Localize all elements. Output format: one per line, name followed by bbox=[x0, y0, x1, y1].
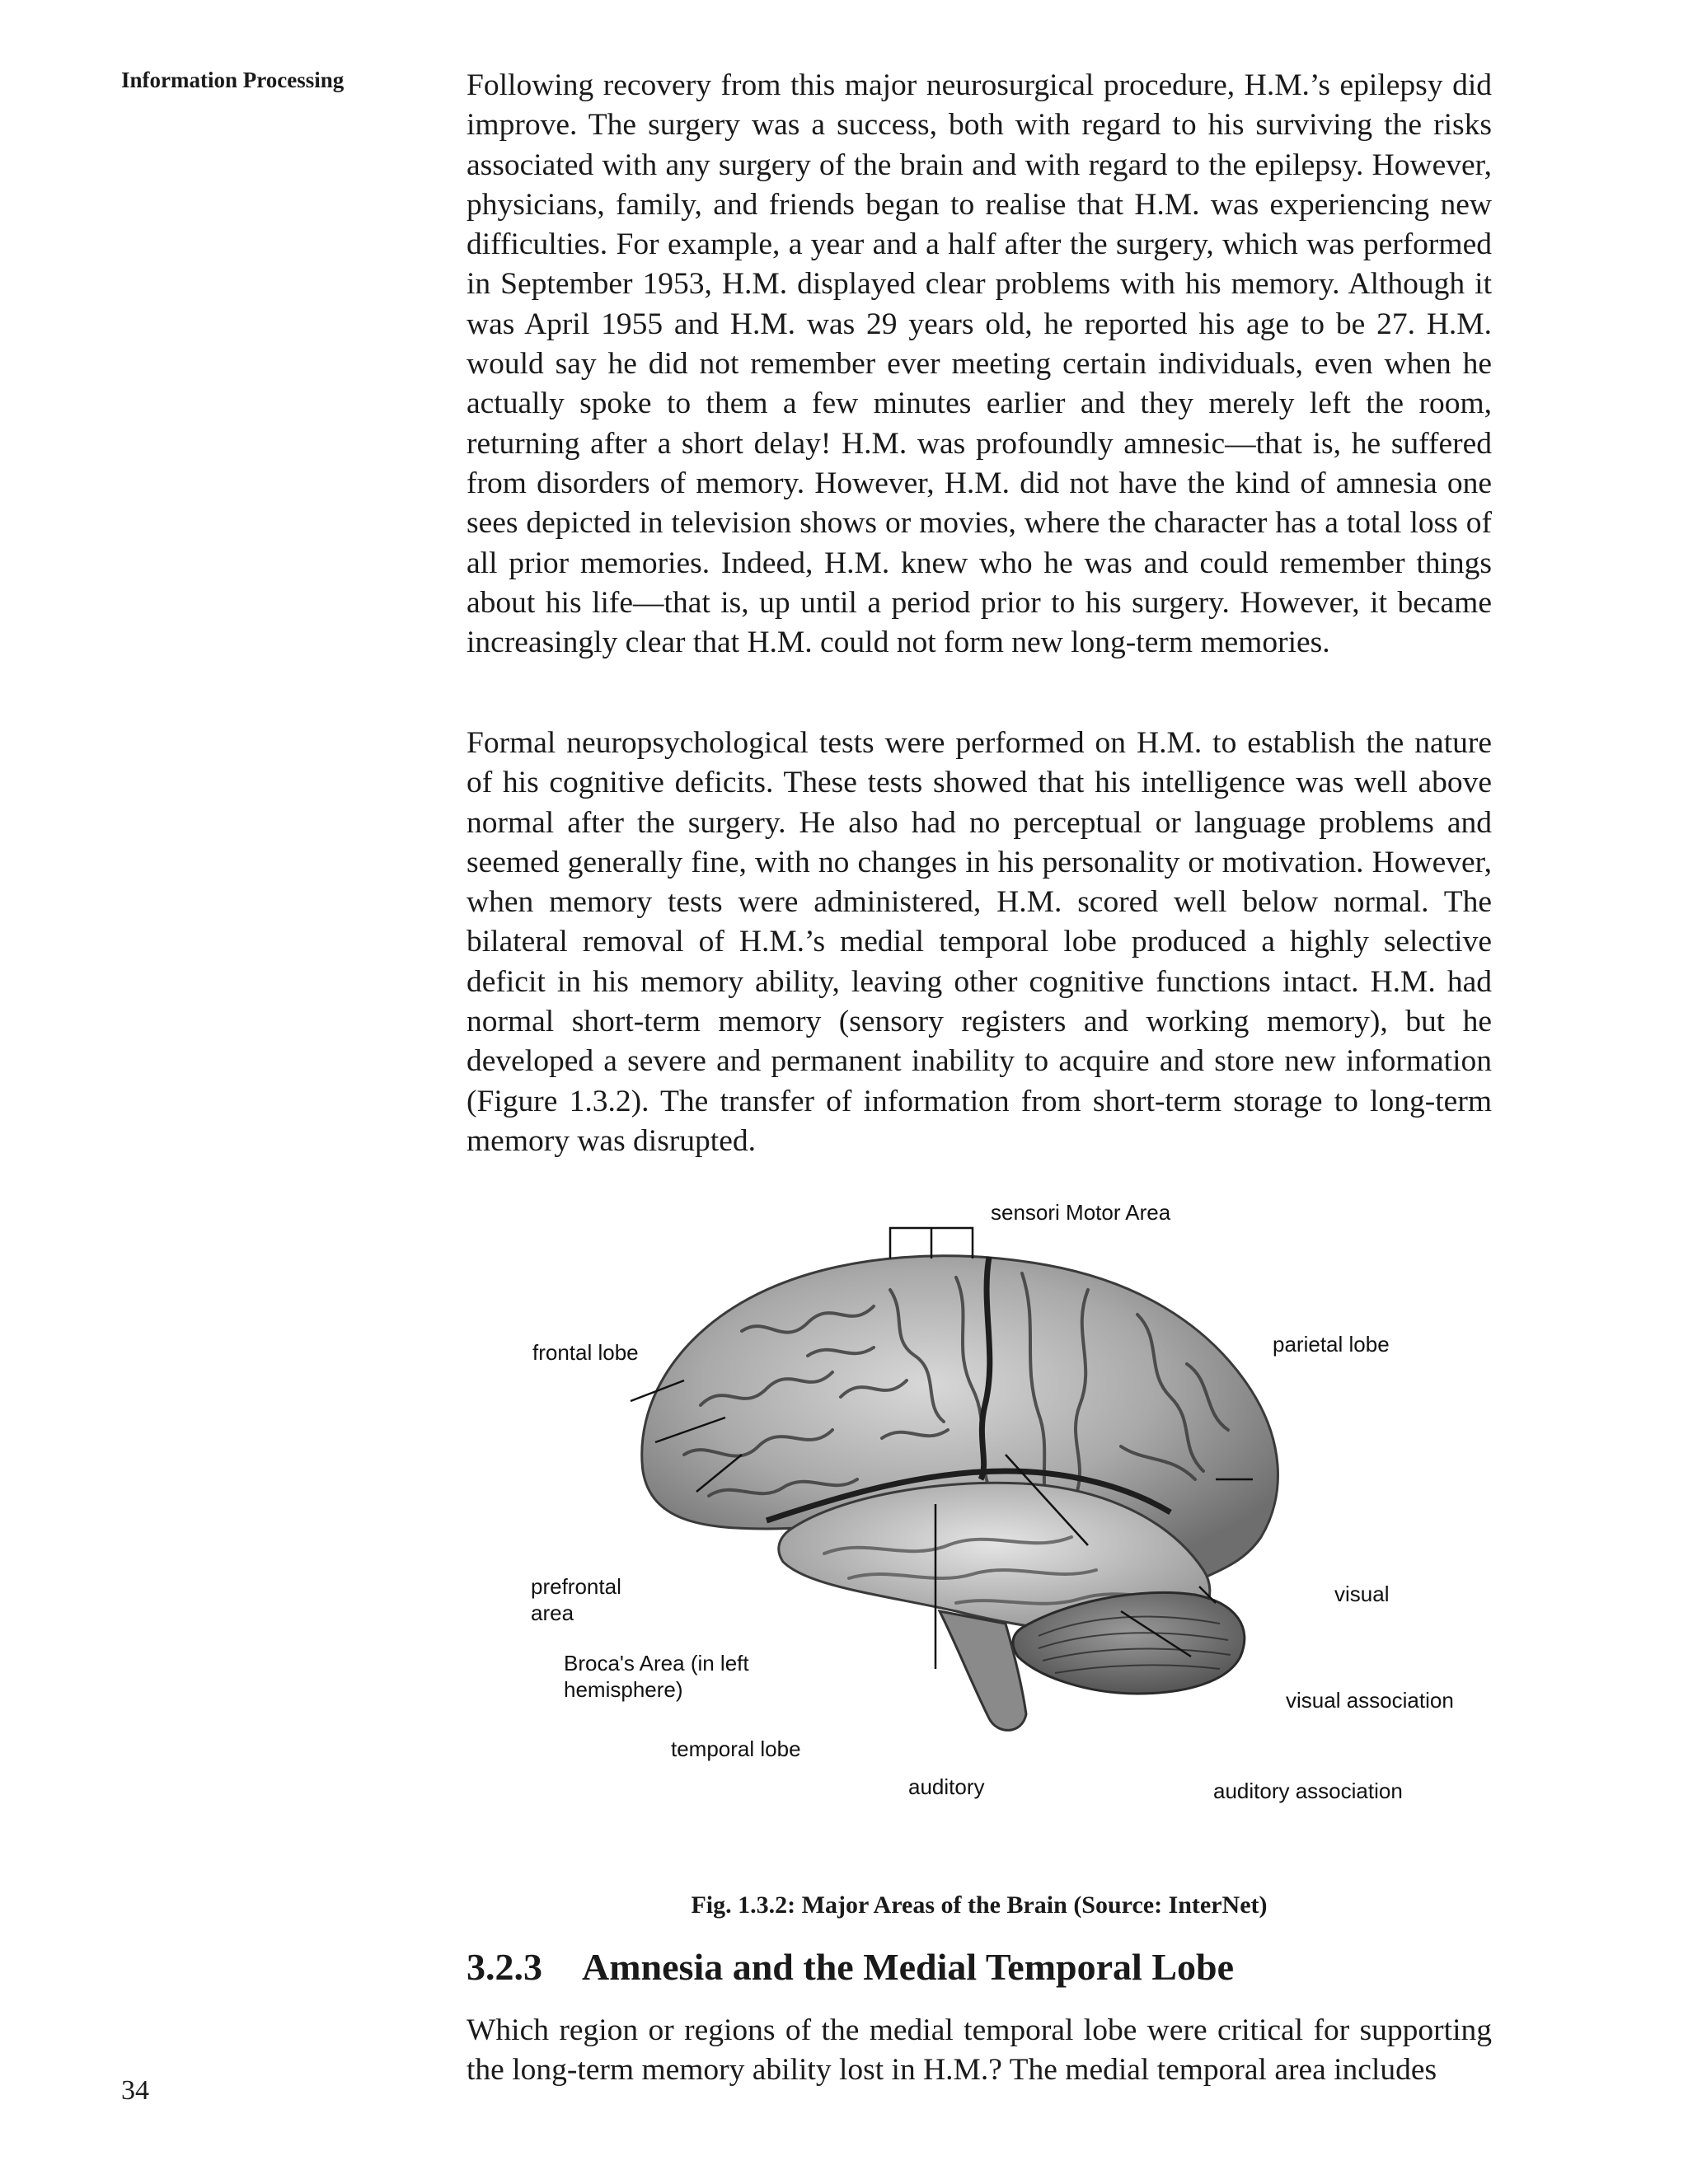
label-sensori-motor-area: sensori Motor Area bbox=[991, 1200, 1171, 1225]
label-visual-association: visual association bbox=[1286, 1688, 1454, 1713]
label-auditory-association: auditory association bbox=[1213, 1779, 1403, 1803]
label-auditory: auditory bbox=[908, 1774, 985, 1799]
brain-figure bbox=[495, 1199, 1459, 1850]
page-number: 34 bbox=[121, 2075, 149, 2106]
brain-illustration bbox=[495, 1199, 1459, 1850]
label-visual: visual bbox=[1334, 1582, 1390, 1606]
label-temporal-lobe: temporal lobe bbox=[671, 1736, 801, 1761]
label-frontal-lobe: frontal lobe bbox=[532, 1340, 639, 1365]
section-title: Amnesia and the Medial Temporal Lobe bbox=[582, 1946, 1235, 1988]
label-prefrontal-area: prefrontal area bbox=[531, 1574, 621, 1625]
section-heading bbox=[467, 1945, 1234, 1989]
section-number: 3.2.3 bbox=[467, 1946, 542, 1988]
figure-caption: Fig. 1.3.2: Major Areas of the Brain (Source: InterNet) bbox=[691, 1891, 1268, 1919]
body-paragraph: Which region or regions of the medial temporal lobe were critical for supporting the long-term memory ability lost in H.M.? The medial temporal area includes bbox=[467, 2013, 1492, 2088]
body-paragraph: Formal neuropsychological tests were performed on H.M. to establish the nature of his cognitive deficits. These tests showed that his intelligence was well above normal after the surgery. He also had no perceptual or language problems and seemed generally fine, with no changes in his personality or motivation. However, when memory tests were administered, H.M. scored well below normal. The bilateral removal of H.M.’s medial temporal lobe produced a highly selective deficit in his memory ability, leaving other cognitive functions intact. H.M. had normal short-term memory (sensory registers and working memory), but he developed a severe and permanent inability to acquire and store new information (Figure 1.3.2). The transfer of information from short-term storage to long-term memory was disrupted. bbox=[467, 726, 1492, 1158]
body-paragraph: Following recovery from this major neurosurgical procedure, H.M.’s epilepsy did improve. The surgery was a success, both with regard to his surviving the risks associated with any surgery of the brain and with regard to the epilepsy. However, physicians, family, and friends began to realise that H.M. was experiencing new difficulties. For example, a year and a half after the surgery, which was performed in September 1953, H.M. displayed clear problems with his memory. Although it was April 1955 and H.M. was 29 years old, he reported his age to be 27. H.M. would say he did not remember ever meeting certain individuals, even when he actually spoke to them a few minutes earlier and they merely left the room, returning after a short delay! H.M. was profoundly amnesic—that is, he suffered from disorders of memory. However, H.M. did not have the kind of amnesia one sees depicted in television shows or movies, where the character has a total loss of all prior memories. Indeed, H.M. knew who he was and could remember things about his life—that is, up until a period prior to his surgery. However, it became increasingly clear that H.M. could not form new long-term memories. bbox=[467, 68, 1492, 660]
label-parietal-lobe: parietal lobe bbox=[1273, 1332, 1390, 1357]
label-brocas-area: Broca's Area (in left hemisphere) bbox=[564, 1651, 749, 1702]
brain-stem-shape bbox=[940, 1611, 1026, 1730]
running-header: Information Processing bbox=[121, 68, 345, 92]
